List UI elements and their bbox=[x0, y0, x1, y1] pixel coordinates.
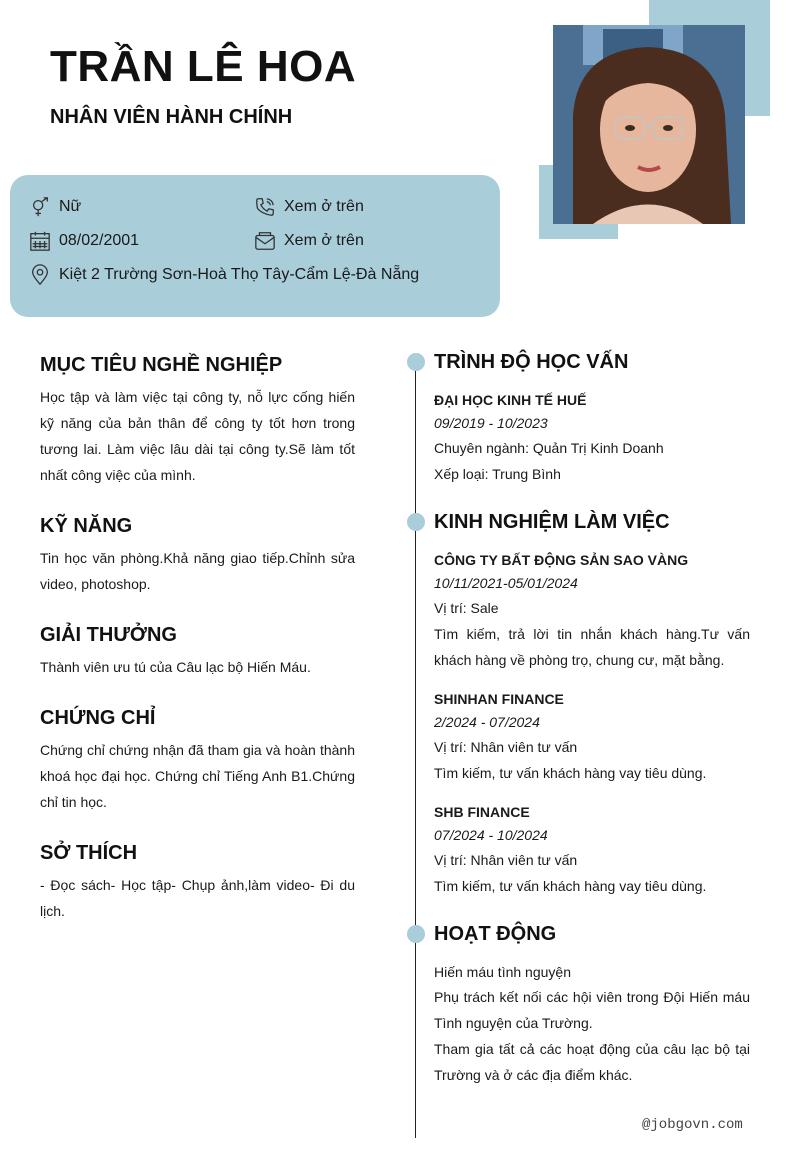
education-major: Chuyên ngành: Quản Trị Kinh Doanh bbox=[434, 440, 664, 456]
job-position: Vị trí: Sale bbox=[434, 600, 499, 616]
job-dates: 07/2024 - 10/2024 bbox=[434, 827, 548, 843]
email-text: Xem ở trên bbox=[284, 232, 364, 249]
mail-icon bbox=[254, 230, 276, 252]
phone-text: Xem ở trên bbox=[284, 198, 364, 215]
birthdate-text: 08/02/2001 bbox=[59, 232, 140, 249]
phone-icon bbox=[254, 196, 276, 218]
calendar-icon bbox=[29, 230, 51, 252]
education-rank: Xếp loại: Trung Bình bbox=[434, 466, 561, 482]
address-text: Kiệt 2 Trường Sơn-Hoà Thọ Tây-Cẩm Lệ-Đà Nẵng bbox=[59, 266, 420, 283]
job-dates: 10/11/2021-05/01/2024 bbox=[434, 575, 578, 591]
job-description: Tìm kiếm, trả lời tin nhắn khách hàng.Tư vấn khách hàng về phòng trọ, chung cư, mặt bằng. bbox=[434, 626, 750, 668]
skills-title: KỸ NĂNG bbox=[40, 515, 133, 537]
contact-birthdate bbox=[29, 230, 139, 252]
contact-gender bbox=[29, 196, 81, 218]
timeline-dot-activities bbox=[407, 925, 425, 943]
skills-body: Tin học văn phòng.Khả năng giao tiếp.Chỉnh sửa video, photoshop. bbox=[40, 550, 355, 592]
objective-title: MỤC TIÊU NGHỀ NGHIỆP bbox=[40, 354, 283, 376]
job-company: SHB FINANCE bbox=[434, 804, 530, 820]
activities-title: HOẠT ĐỘNG bbox=[434, 923, 557, 945]
activity-item: Hiến máu tình nguyện bbox=[434, 964, 571, 980]
job-description: Tìm kiếm, tư vấn khách hàng vay tiêu dùng. bbox=[434, 765, 707, 781]
experience-title: KINH NGHIỆM LÀM VIỆC bbox=[434, 511, 670, 533]
activity-item: Phụ trách kết nối các hội viên trong Đội Hiến máu Tình nguyện của Trường. bbox=[434, 989, 750, 1031]
job-position: Vị trí: Nhân viên tư vấn bbox=[434, 739, 578, 755]
contact-phone bbox=[254, 196, 364, 218]
job-company: SHINHAN FINANCE bbox=[434, 691, 564, 707]
hobbies-body: - Đọc sách- Học tập- Chụp ảnh,làm video- Đi du lịch. bbox=[40, 877, 355, 919]
timeline-dot-experience bbox=[407, 513, 425, 531]
awards-title: GIẢI THƯỞNG bbox=[40, 624, 177, 646]
objective-body: Học tập và làm việc tại công ty, nỗ lực cống hiến kỹ năng của bản thân để công ty tốt hơn trong tương lai. Làm việc lâu dài tại công ty.Sẽ làm tốt nhất công việc của mình. bbox=[40, 389, 355, 483]
location-pin-icon bbox=[29, 264, 51, 286]
timeline-line bbox=[415, 362, 416, 1138]
certificates-body: Chứng chỉ chứng nhận đã tham gia và hoàn thành khoá học đại học. Chứng chỉ Tiếng Anh B1.Chứng chỉ tin học. bbox=[40, 742, 355, 810]
profile-photo bbox=[553, 25, 745, 224]
gender-icon bbox=[29, 196, 51, 218]
activity-item: Tham gia tất cả các hoạt động của câu lạc bộ tại Trường và ở các địa điểm khác. bbox=[434, 1041, 750, 1083]
education-title: TRÌNH ĐỘ HỌC VẤN bbox=[434, 351, 629, 373]
education-school: ĐẠI HỌC KINH TẾ HUẾ bbox=[434, 392, 587, 408]
contact-info-box bbox=[10, 175, 500, 317]
job-description: Tìm kiếm, tư vấn khách hàng vay tiêu dùng. bbox=[434, 878, 707, 894]
job-title: NHÂN VIÊN HÀNH CHÍNH bbox=[50, 106, 293, 128]
candidate-name: TRẦN LÊ HOA bbox=[50, 42, 357, 91]
education-dates: 09/2019 - 10/2023 bbox=[434, 415, 548, 431]
job-company: CÔNG TY BẤT ĐỘNG SẢN SAO VÀNG bbox=[434, 552, 689, 568]
job-position: Vị trí: Nhân viên tư vấn bbox=[434, 852, 578, 868]
contact-address bbox=[29, 264, 419, 286]
timeline-dot-education bbox=[407, 353, 425, 371]
job-dates: 2/2024 - 07/2024 bbox=[434, 714, 540, 730]
awards-body: Thành viên ưu tú của Câu lạc bộ Hiến Máu. bbox=[40, 659, 311, 675]
certificates-title: CHỨNG CHỈ bbox=[40, 707, 156, 729]
contact-email bbox=[254, 230, 364, 252]
gender-text: Nữ bbox=[59, 198, 82, 215]
hobbies-title: SỞ THÍCH bbox=[40, 842, 138, 864]
watermark: @jobgovn.com bbox=[642, 1117, 743, 1133]
